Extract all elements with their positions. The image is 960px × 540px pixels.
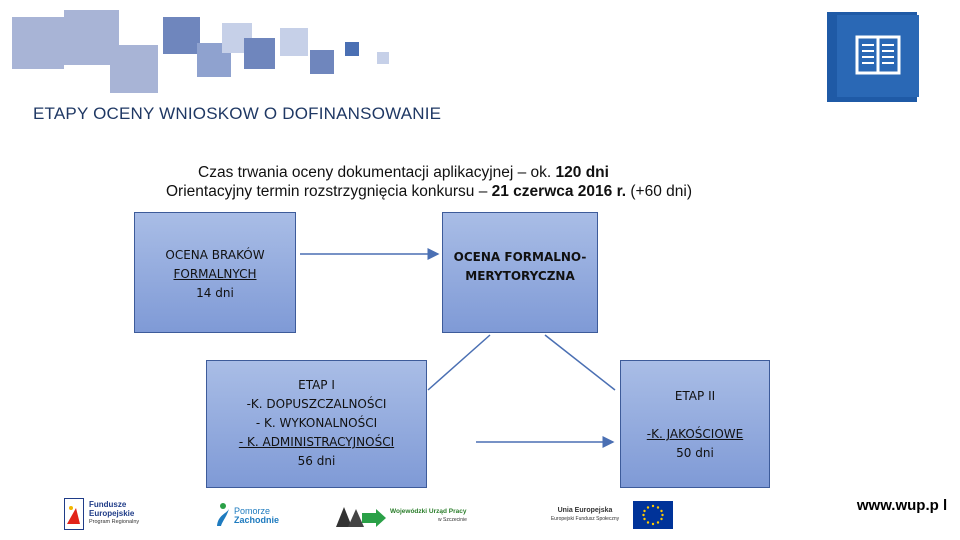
box-etap-2 [620, 360, 770, 488]
wup-l2: w Szczecinie [438, 517, 467, 523]
intro-line-1-bold: 120 dni [555, 164, 609, 181]
wup-l1: Wojewódzki Urząd Pracy [390, 508, 467, 515]
intro-line-2-bold: 21 czerwca 2016 r. [491, 183, 627, 200]
box-ocena-brakow [134, 212, 296, 333]
logo-unia-europejska [540, 500, 675, 530]
box-etap-1 [206, 360, 427, 488]
connector-formalno-to-etap1 [428, 335, 490, 390]
box-etap1-line2: -K. DOPUSZCZALNOŚCI [246, 397, 387, 411]
website-url[interactable]: www.wup.p l [846, 497, 958, 530]
box-etap1-line3: - K. WYKONALNOŚCI [255, 416, 378, 430]
pz-l1: Pomorze [234, 506, 271, 516]
intro-line-1-text: Czas trwania oceny dokumentacji aplikacyjnej – ok. [198, 164, 556, 181]
intro-line-2-text: Orientacyjny termin rozstrzygnięcia konkursu – [166, 183, 492, 200]
box-etap2-line2: -K. JAKOŚCIOWE [646, 427, 744, 441]
box-braki-line1: OCENA BRAKÓW [165, 248, 265, 262]
box-braki-line3: 14 dni [196, 286, 234, 300]
box-etap2-line1: ETAP II [674, 389, 716, 403]
box-braki-line2: FORMALNYCH [173, 267, 257, 281]
box-etap1-line1: ETAP I [298, 378, 335, 392]
fe-l3: Program Regionalny [89, 519, 140, 525]
box-etap1-line4: - K. ADMINISTRACYJNOŚCI [238, 435, 395, 449]
box-ocena-formalno [442, 212, 598, 333]
box-etap2-line3: 50 dni [676, 446, 714, 460]
connector-formalno-to-etap2 [545, 335, 615, 390]
logo-wup [336, 499, 486, 531]
fe-l1: Fundusze [89, 500, 127, 509]
pomorze-logo-icon [214, 500, 232, 528]
fe-l2: Europejskie [89, 509, 135, 518]
logo-pomorze-zachodnie [214, 500, 284, 530]
ue-l1: Unia Europejska [557, 507, 613, 514]
eu-flag-icon [633, 501, 673, 529]
ue-l2: Europejski Fundusz Społeczny [550, 516, 620, 522]
pz-l2: Zachodnie [234, 515, 280, 525]
wup-logo-icon [336, 501, 386, 529]
box-formalno-line2: MERYTORYCZNA [465, 269, 575, 283]
fe-logo-icon [64, 498, 84, 530]
slide-title: ETAPY OCENY WNIOSKOW O DOFINANSOWANIE [33, 104, 442, 123]
intro-line-2-tail: (+60 dni) [626, 183, 692, 200]
box-etap1-line5: 56 dni [297, 454, 336, 468]
box-formalno-line1: OCENA FORMALNO- [453, 250, 587, 264]
logo-fundusze-europejskie [64, 497, 159, 531]
